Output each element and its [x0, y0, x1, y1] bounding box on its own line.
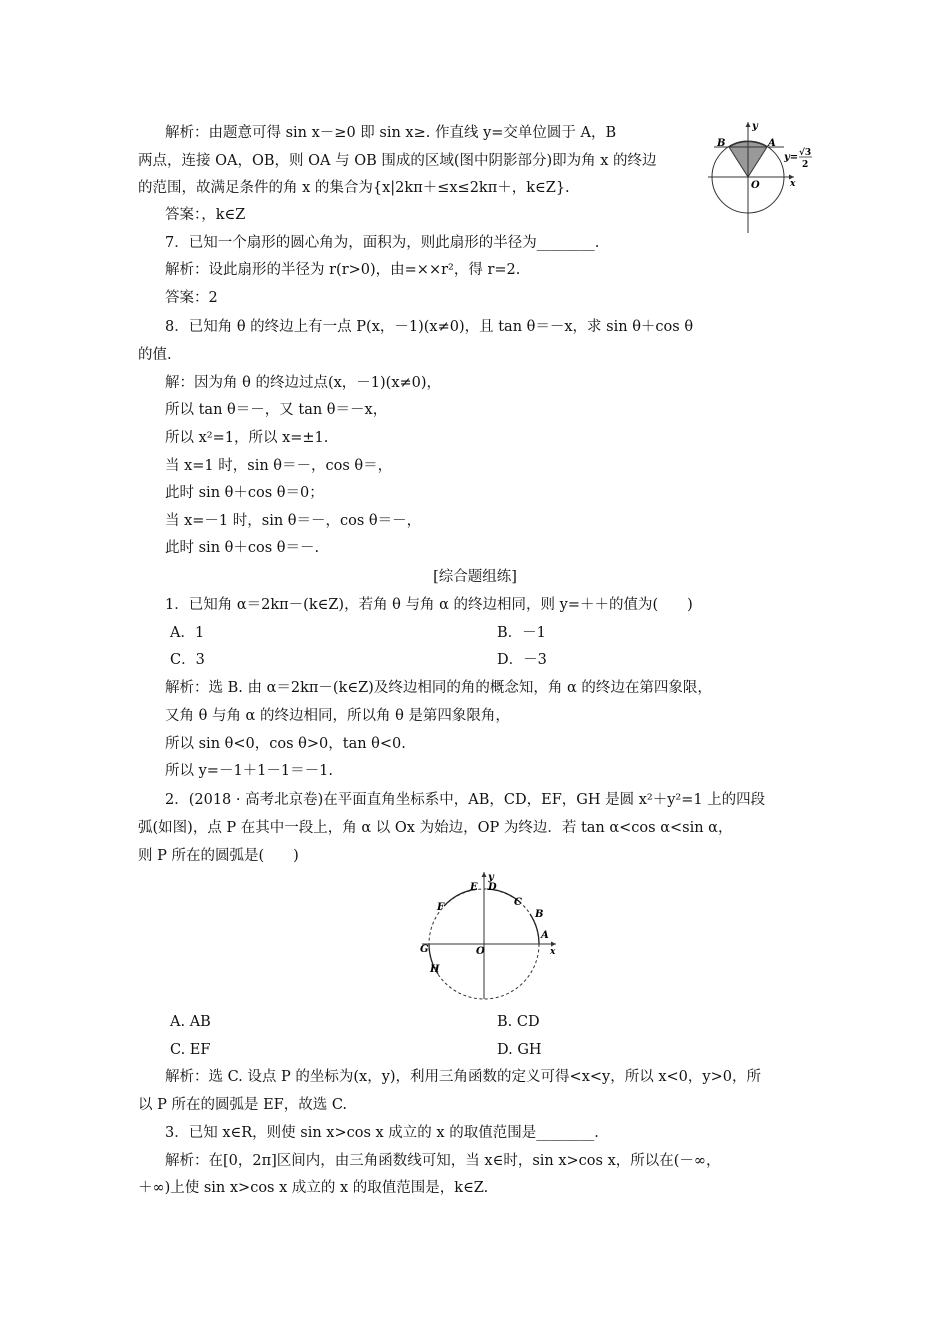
label-x: x — [550, 947, 556, 957]
solution-line: 解：因为角 θ 的终边过点(x，－1)(x≠0)， — [165, 375, 442, 391]
answer-line: 答案：，k∈Z — [165, 207, 246, 223]
solution-line: ＋∞)上使 sin x>cos x 成立的 x 的取值范围是，k∈Z. — [138, 1180, 489, 1196]
solution-line: 所以 tan θ＝－，又 tan θ＝－x， — [165, 402, 388, 418]
frac-denominator: 2 — [802, 160, 809, 170]
option-a: A．1 — [170, 625, 205, 641]
question-2-cont: 则 P 所在的圆弧是( ) — [138, 848, 299, 864]
line-label: y= — [784, 152, 799, 163]
figure-unit-circle-arcs — [418, 868, 568, 1000]
solution-line: 解析：由题意可得 sin x－≥0 即 sin x≥. 作直线 y=交单位圆于 A，B — [165, 125, 617, 141]
label-G: G — [420, 944, 429, 955]
section-heading: [综合题组练] — [433, 569, 517, 585]
label-A: A — [768, 138, 776, 149]
question-2-cont: 弧(如图)，点 P 在其中一段上，角 α 以 Ox 为始边，OP 为终边．若 tan α<cos α<sin α， — [138, 820, 733, 836]
solution-line: 所以 y=－1＋1－1＝－1. — [165, 763, 333, 779]
question-1: 1．已知角 α＝2kπ－(k∈Z)，若角 θ 与角 α 的终边相同，则 y=＋＋的值为( ) — [165, 597, 693, 613]
label-O: O — [476, 946, 485, 957]
label-A: A — [541, 930, 549, 941]
solution-line: 解析：选 B. 由 α＝2kπ－(k∈Z)及终边相同的角的概念知，角 α 的终边在第四象限， — [165, 680, 712, 696]
solution-line: 当 x=－1 时，sin θ＝－，cos θ＝－， — [165, 513, 422, 529]
option-b: B. CD — [497, 1014, 540, 1030]
solution-line: 所以 sin θ<0，cos θ>0，tan θ<0. — [165, 736, 406, 752]
option-a: A. AB — [170, 1014, 211, 1030]
solution-line: 的范围，故满足条件的角 x 的集合为{x|2kπ＋≤x≤2kπ＋，k∈Z}. — [138, 180, 570, 196]
y-arrow-icon — [746, 122, 751, 127]
label-B: B — [717, 138, 726, 149]
x-arrow-icon — [551, 942, 556, 947]
option-b: B．－1 — [497, 625, 546, 641]
label-y: y — [488, 872, 494, 883]
solution-line: 此时 sin θ＋cos θ＝－. — [165, 540, 320, 556]
label-y: y — [752, 121, 758, 132]
label-H: H — [430, 964, 440, 975]
solution-line: 两点，连接 OA，OB，则 OA 与 OB 围成的区域(图中阴影部分)即为角 x 的终边 — [138, 153, 657, 169]
solution-line: 所以 x²=1，所以 x=±1. — [165, 430, 329, 446]
question-7: 7．已知一个扇形的圆心角为，面积为，则此扇形的半径为________. — [165, 235, 600, 251]
label-O: O — [751, 180, 760, 191]
question-8: 8．已知角 θ 的终边上有一点 P(x，－1)(x≠0)，且 tan θ＝－x，求 sin θ＋cos θ — [165, 319, 694, 335]
frac-numerator: √3 — [799, 148, 812, 158]
label-C: C — [514, 897, 522, 908]
option-d: D．－3 — [497, 652, 547, 668]
option-d: D. GH — [497, 1042, 542, 1058]
question-8-cont: 的值. — [138, 347, 172, 363]
solution-line: 解析：设此扇形的半径为 r(r>0)，由=××r²，得 r=2. — [165, 262, 521, 278]
solution-line: 此时 sin θ＋cos θ＝0； — [165, 485, 324, 501]
solution-line: 又角 θ 与角 α 的终边相同，所以角 θ 是第四象限角， — [165, 708, 510, 724]
label-F: F — [437, 902, 445, 913]
option-c: C. EF — [170, 1042, 211, 1058]
question-2: 2．(2018 · 高考北京卷)在平面直角坐标系中，AB，CD，EF，GH 是圆 x²＋y²=1 上的四段 — [165, 792, 766, 808]
figure-unit-circle-sector — [708, 118, 818, 236]
answer-line: 答案：2 — [165, 290, 218, 306]
solution-line: 以 P 所在的圆弧是 EF，故选 C. — [138, 1097, 348, 1113]
label-x: x — [790, 179, 796, 189]
solution-line: 解析：在[0，2π]区间内，由三角函数线可知，当 x∈时，sin x>cos x，所以在(－∞， — [165, 1153, 721, 1169]
y-arrow-icon — [482, 872, 487, 877]
question-3: 3．已知 x∈R，则使 sin x>cos x 成立的 x 的取值范围是________. — [165, 1125, 599, 1141]
label-E: E — [470, 882, 478, 893]
label-B: B — [535, 909, 544, 920]
option-c: C．3 — [170, 652, 205, 668]
label-D: D — [488, 882, 497, 893]
solution-line: 当 x=1 时，sin θ＝－，cos θ＝， — [165, 458, 393, 474]
solution-line: 解析：选 C. 设点 P 的坐标为(x，y)，利用三角函数的定义可得<x<y，所以 x<0，y>0，所 — [165, 1069, 761, 1085]
